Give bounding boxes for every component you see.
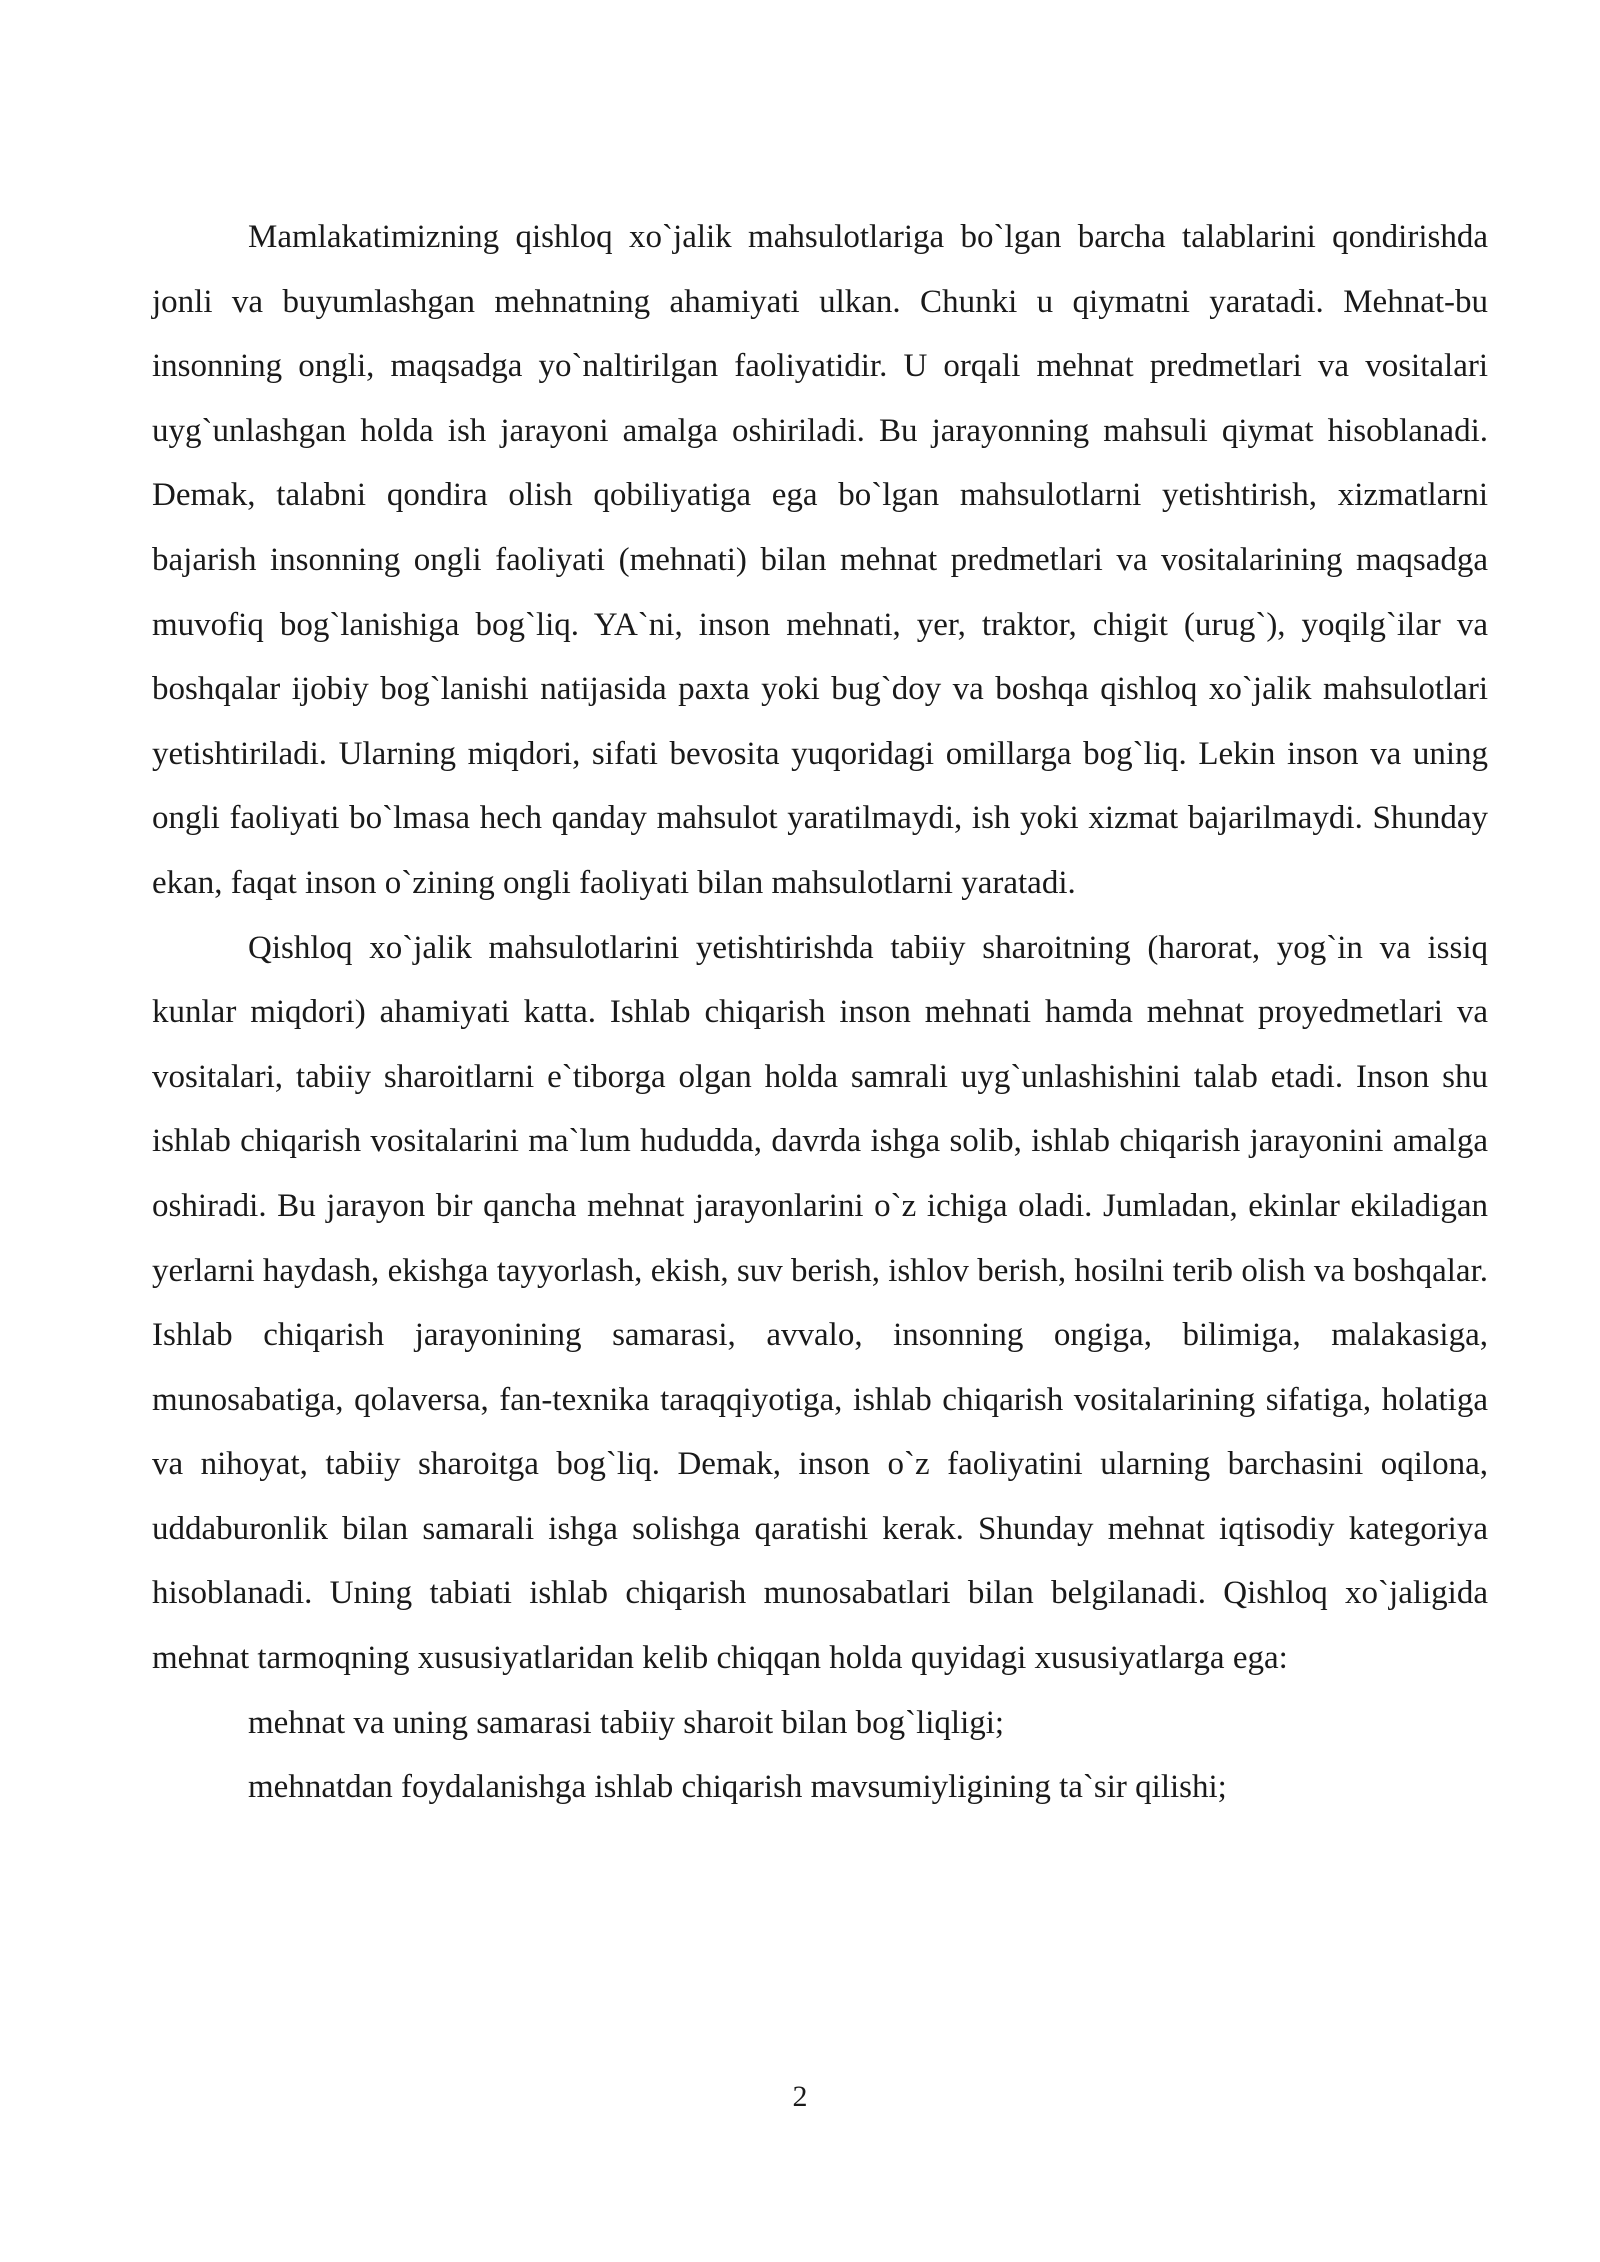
feature-list <box>152 1691 1488 1820</box>
page-number: 2 <box>792 2080 808 2113</box>
list-item-1: mehnat va uning samarasi tabiiy sharoit bilan bog`liqligi; <box>248 1704 1005 1741</box>
paragraph-1: Mamlakatimizning qishloq xo`jalik mahsulotlariga bo`lgan barcha talablarini qondirishda jonli va buyumlashgan mehnatning ahamiyati ulkan. Chunki u qiymatni yaratadi. Mehnat-bu insonning ongli, maqsadga yo`naltirilgan faoliyatidir. U orqali mehnat predmetlari va vositalari uyg`unlashgan holda ish jarayoni amalga oshiriladi. Bu jarayonning mahsuli qiymat hisoblanadi. Demak, talabni qondira olish qobiliyatiga ega bo`lgan mahsulotlarni yetishtirish, xizmatlarni bajarish insonning ongli faoliyati (mehnati) bilan mehnat predmetlari va vositalarining maqsadga muvofiq bog`lanishiga bog`liq. YA`ni, inson mehnati, yer, traktor, chigit (urug`), yoqilg`ilar va boshqalar ijobiy bog`lanishi natijasida paxta yoki bug`doy va boshqa qishloq xo`jalik mahsulotlari yetishtiriladi. Ularning miqdori, sifati bevosita yuqoridagi omillarga bog`liq. Lekin inson va uning ongli faoliyati bo`lmasa hech qanday mahsulot yaratilmaydi, ish yoki xizmat bajarilmaydi. Shunday ekan, faqat inson o`zining ongli faoliyati bilan mahsulotlarni yaratadi. <box>152 219 1488 901</box>
paragraph-2: Qishloq xo`jalik mahsulotlarini yetishtirishda tabiiy sharoitning (harorat, yog`in va issiq kunlar miqdori) ahamiyati katta. Ishlab chiqarish inson mehnati hamda mehnat proyedmetlari va vositalari, tabiiy sharoitlarni e`tiborga olgan holda samrali uyg`unlashishini talab etadi. Inson shu ishlab chiqarish vositalarini ma`lum hududda, davrda ishga solib, ishlab chiqarish jarayonini amalga oshiradi. Bu jarayon bir qancha mehnat jarayonlarini o`z ichiga oladi. Jumladan, ekinlar ekiladigan yerlarni haydash, ekishga tayyorlash, ekish, suv berish, ishlov berish, hosilni terib olish va boshqalar. Ishlab chiqarish jarayonining samarasi, avvalo, insonning ongiga, bilimiga, malakasiga, munosabatiga, qolaversa, fan-texnika taraqqiyotiga, ishlab chiqarish vositalarining sifatiga, holatiga va nihoyat, tabiiy sharoitga bog`liq. Demak, inson o`z faoliyatini ularning barchasini oqilona, uddaburonlik bilan samarali ishga solishga qaratishi kerak. Shunday mehnat iqtisodiy kategoriya hisoblanadi. Uning tabiati ishlab chiqarish munosabatlari bilan belgilanadi. Qishloq xo`jaligida mehnat tarmoqning xususiyatlaridan kelib chiqqan holda quyidagi xususiyatlarga ega: <box>152 929 1488 1677</box>
list-item-2: mehnatdan foydalanishga ishlab chiqarish mavsumiyligining ta`sir qilishi; <box>248 1769 1227 1806</box>
document-body <box>152 205 1488 1820</box>
